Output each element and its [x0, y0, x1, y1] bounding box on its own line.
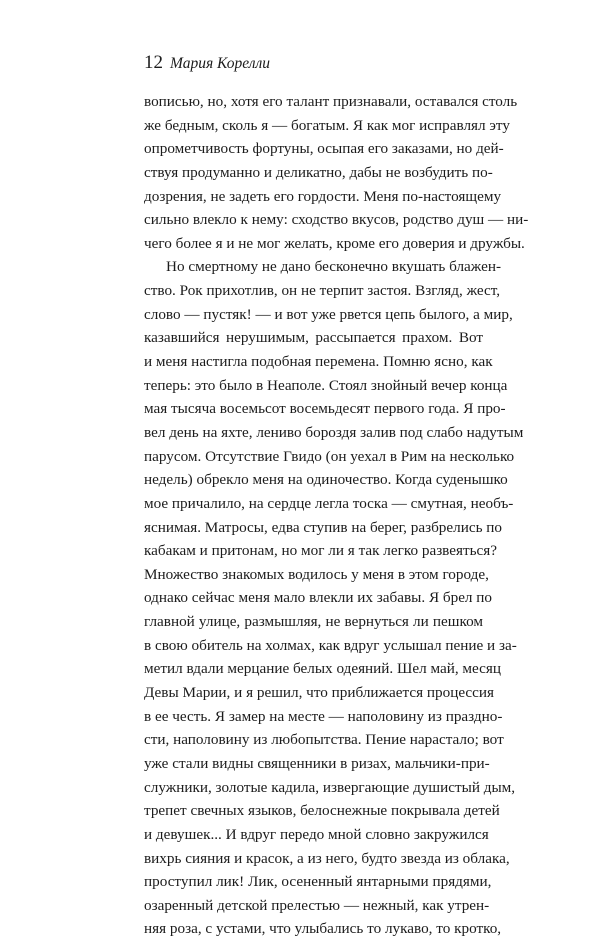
text-line: парусом. Отсутствие Гвидо (он уехал в Рим на несколько — [144, 447, 515, 465]
text-line: и девушек... И вдруг передо мной словно закружился — [144, 825, 489, 843]
text-line: уже стали видны священники в ризах, мальчики-при- — [144, 754, 490, 772]
text-line: озаренный детской прелестью — нежный, как утрен- — [144, 896, 490, 914]
text-line: казавшийся нерушимым, рассыпается прахом. Вот — [144, 329, 483, 347]
text-line: метил вдали мерцание белых одеяний. Шел май, месяц — [144, 660, 502, 678]
text-line: теперь: это было в Неаполе. Стоял знойный вечер конца — [144, 376, 508, 394]
text-line: вописью, но, хотя его талант признавали, оставался столь — [144, 93, 518, 110]
text-line: дозрения, не задеть его гордости. Меня по-настоящему — [144, 187, 502, 205]
body-text — [144, 90, 529, 941]
text-line: трепет свечных языков, белоснежные покрывала детей — [144, 802, 500, 820]
text-line: вихрь сияния и красок, а из него, будто звезда из облака, — [144, 849, 510, 867]
text-line: мая тысяча восемьсот восемьдесят первого года. Я про- — [144, 400, 506, 418]
author-name: Мария Корелли — [170, 55, 270, 72]
text-line: мое причалило, на сердце легла тоска — смутная, необъ- — [144, 494, 514, 512]
text-line: Множество знакомых водилось у меня в этом городе, — [144, 565, 489, 583]
paragraph-first-line: Но смертному не дано бесконечно вкушать блажен- — [166, 258, 502, 276]
text-line: сти, наполовину из любопытства. Пение нарастало; вот — [144, 731, 504, 749]
text-line: служники, золотые кадила, извергающие душистый дым, — [144, 778, 516, 796]
text-line: сильно влекло к нему: сходство вкусов, родство душ — ни- — [144, 211, 529, 229]
text-line: опрометчивость фортуны, осыпая его заказами, но дей- — [144, 140, 504, 158]
text-line: проступил лик! Лик, осененный янтарными прядями, — [144, 873, 492, 891]
text-line: недель) обрекло меня на одиночество. Когда суденышко — [144, 471, 508, 489]
running-head — [144, 52, 270, 80]
text-line: главной улице, размышляя, не вернуться ли пешком — [144, 613, 483, 631]
text-line: чего более я и не мог желать, кроме его доверия и дружбы. — [144, 234, 525, 252]
page-number: 12 — [144, 52, 163, 73]
text-line: кабакам и притонам, но мог ли я так легко развеяться? — [144, 542, 498, 560]
text-line: однако сейчас меня мало влекли их забавы. Я брел по — [144, 589, 493, 607]
text-line: вел день на яхте, лениво бороздя залив под слабо надутым — [144, 423, 524, 441]
text-line: ство. Рок прихотлив, он не терпит застоя. Взгляд, жест, — [144, 282, 501, 300]
text-line: слово — пустяк! — и вот уже рвется цепь былого, а мир, — [144, 305, 513, 323]
text-line: в свою обитель на холмах, как вдруг услышал пение и за- — [144, 636, 517, 654]
text-line: же бедным, сколь я — богатым. Я как мог исправлял эту — [144, 116, 510, 134]
text-line: в ее честь. Я замер на месте — наполовину из праздно- — [144, 707, 503, 725]
text-line: яснимая. Матросы, едва ступив на берег, разбрелись по — [144, 518, 503, 536]
text-line: и меня настигла подобная перемена. Помню ясно, как — [144, 353, 493, 371]
text-line: няя роза, с устами, что улыбались то лукаво, то кротко, — [144, 920, 502, 938]
text-line: Девы Марии, и я решил, что приближается процессия — [144, 684, 495, 702]
text-line: ствуя продуманно и деликатно, дабы не возбудить по- — [144, 163, 493, 181]
